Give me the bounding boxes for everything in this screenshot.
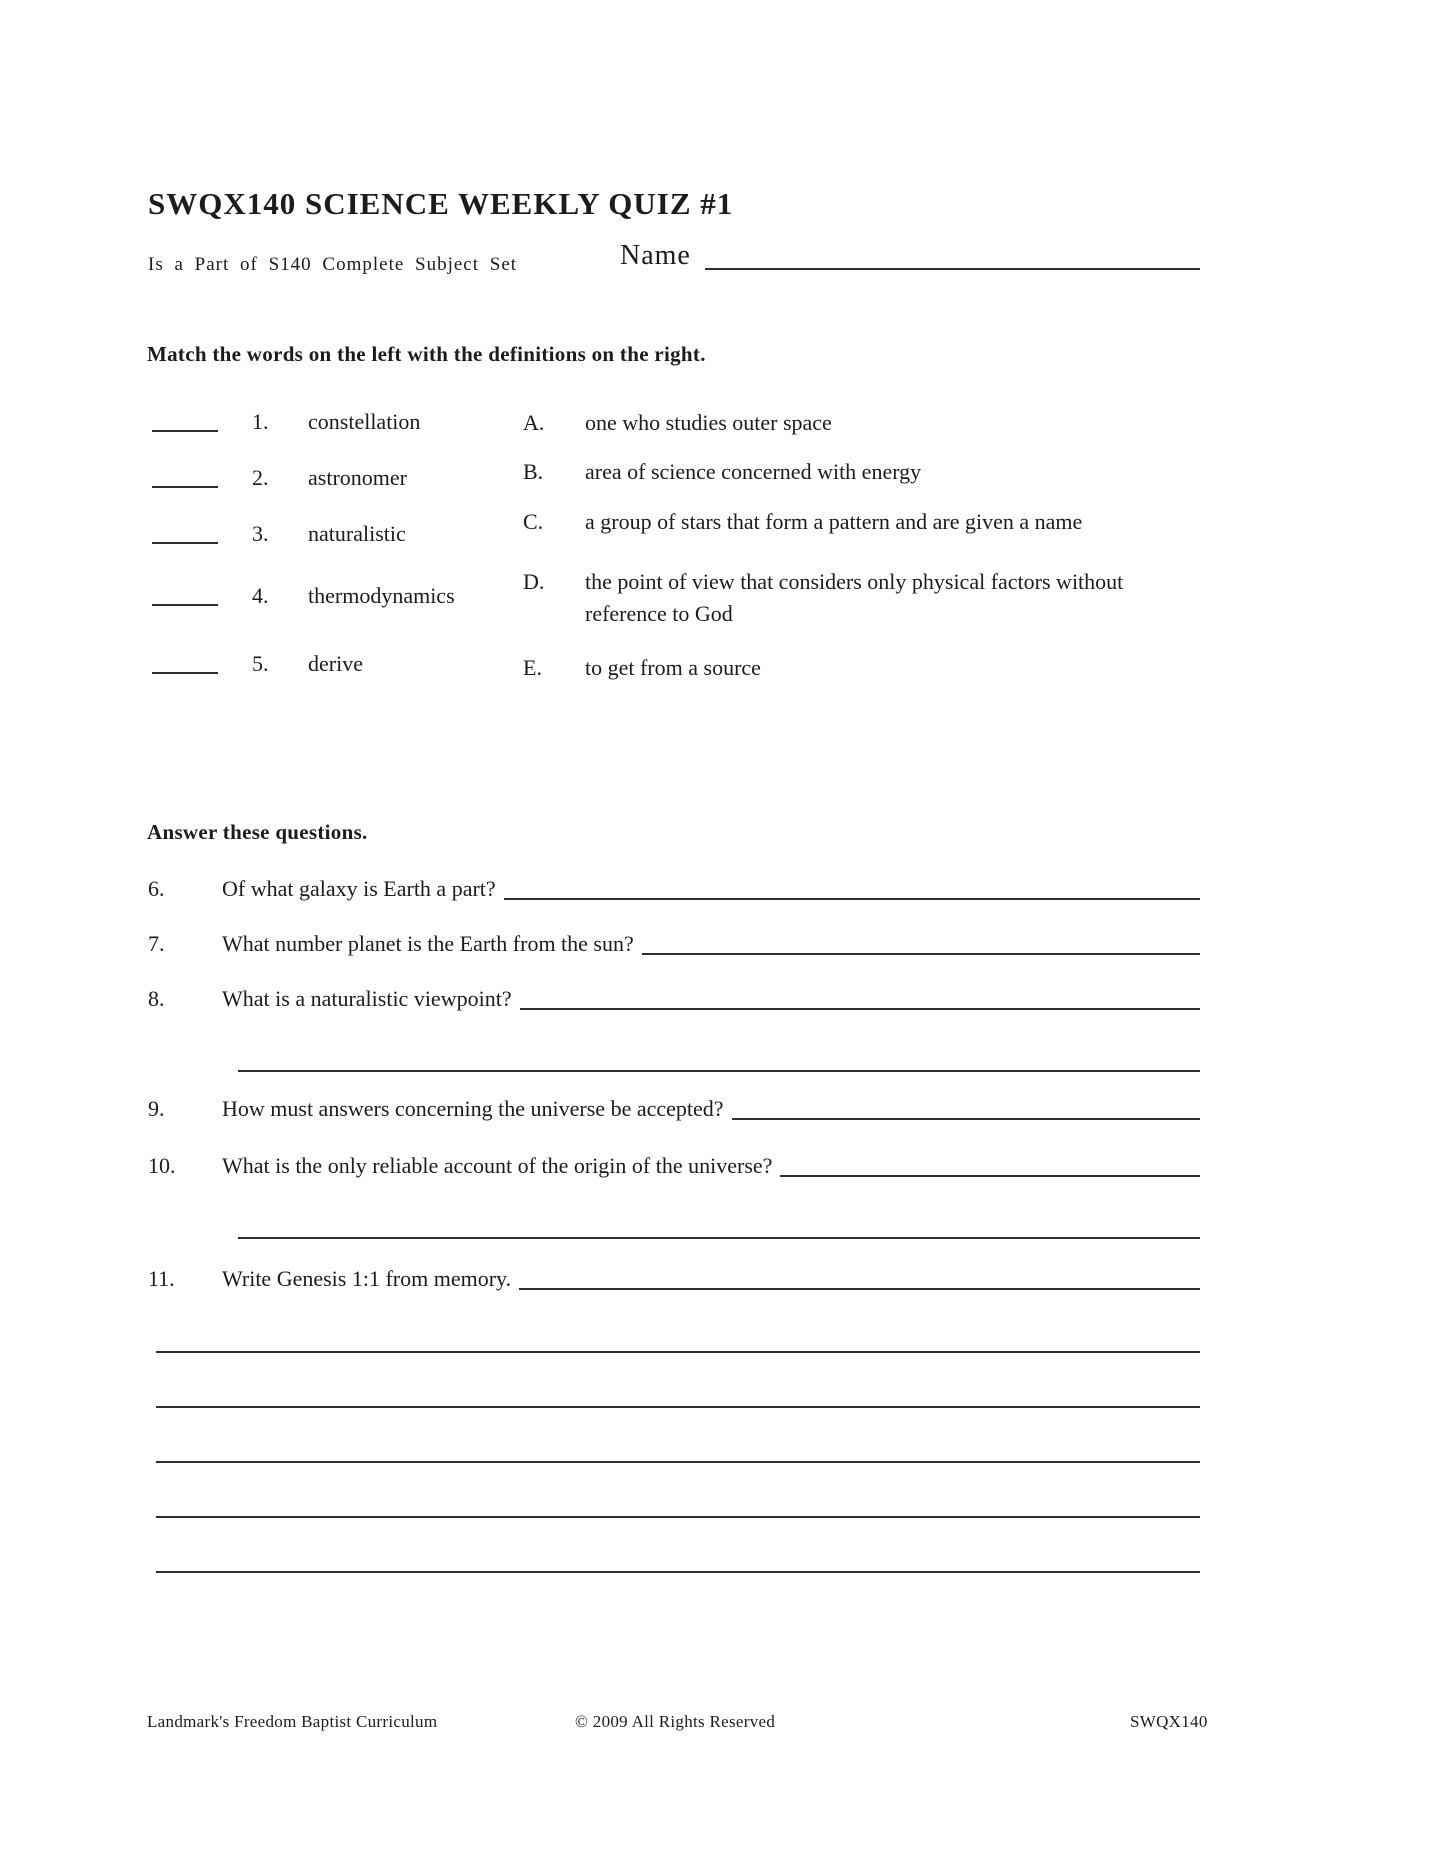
quiz-title: SWQX140 SCIENCE WEEKLY QUIZ #1 <box>148 186 734 221</box>
definition-letter: C. <box>523 509 544 534</box>
question-row-9 <box>148 1096 1200 1122</box>
match-definition-row <box>523 506 1082 538</box>
writing-line-2[interactable] <box>156 1406 1200 1408</box>
definition-letter: D. <box>523 569 545 594</box>
answer-line-q9[interactable] <box>732 1118 1200 1120</box>
question-row-10 <box>148 1153 1200 1179</box>
term-word: naturalistic <box>308 521 406 546</box>
quiz-subtitle: Is a Part of S140 Complete Subject Set <box>148 254 518 275</box>
question-text: What is the only reliable account of the origin of the universe? <box>222 1153 773 1178</box>
name-input-line[interactable] <box>705 268 1200 270</box>
answer-line-q10[interactable] <box>780 1175 1200 1177</box>
question-number: 10. <box>148 1153 176 1178</box>
writing-line-3[interactable] <box>156 1461 1200 1463</box>
term-word: derive <box>308 651 363 676</box>
match-term-row <box>152 521 406 547</box>
term-word: astronomer <box>308 465 407 490</box>
writing-line-5[interactable] <box>156 1571 1200 1573</box>
question-row-7 <box>148 931 1200 957</box>
writing-line-1[interactable] <box>156 1351 1200 1353</box>
question-text: What is a naturalistic viewpoint? <box>222 986 512 1011</box>
match-term-row <box>152 409 420 435</box>
answer-line-q7[interactable] <box>642 953 1200 955</box>
question-number: 8. <box>148 986 165 1011</box>
question-text: Of what galaxy is Earth a part? <box>222 876 496 901</box>
matching-section-heading: Match the words on the left with the definitions on the right. <box>147 342 706 366</box>
name-row <box>620 240 1200 272</box>
definition-letter: A. <box>523 410 545 435</box>
term-number: 4. <box>252 583 269 608</box>
match-term-row <box>152 465 407 491</box>
question-number: 6. <box>148 876 165 901</box>
match-answer-blank-1[interactable] <box>152 430 218 432</box>
definition-letter: E. <box>523 655 542 680</box>
writing-line-4[interactable] <box>156 1516 1200 1518</box>
definition-text: area of science concerned with energy <box>585 459 922 484</box>
question-number: 11. <box>148 1266 175 1291</box>
term-number: 1. <box>252 409 269 434</box>
match-answer-blank-2[interactable] <box>152 486 218 488</box>
match-term-row <box>152 651 363 677</box>
match-definition-row <box>523 407 832 439</box>
match-definition-row <box>523 566 1170 630</box>
question-text: Write Genesis 1:1 from memory. <box>222 1266 512 1291</box>
question-row-6 <box>148 876 1200 902</box>
name-label: Name <box>620 240 691 271</box>
question-row-11 <box>148 1266 1200 1292</box>
question-text: What number planet is the Earth from the sun? <box>222 931 634 956</box>
match-answer-blank-3[interactable] <box>152 542 218 544</box>
match-answer-blank-4[interactable] <box>152 604 218 606</box>
term-word: constellation <box>308 409 421 434</box>
term-number: 3. <box>252 521 269 546</box>
footer-publisher: Landmark's Freedom Baptist Curriculum <box>147 1712 438 1731</box>
answer-line-q8[interactable] <box>520 1008 1200 1010</box>
footer-code: SWQX140 <box>1130 1712 1208 1731</box>
questions-section-heading: Answer these questions. <box>147 820 368 844</box>
match-definition-row <box>523 652 761 684</box>
question-text: How must answers concerning the universe be accepted? <box>222 1096 724 1121</box>
term-number: 5. <box>252 651 269 676</box>
question-row-8 <box>148 986 1200 1012</box>
question-number: 9. <box>148 1096 165 1121</box>
match-definition-row <box>523 456 921 488</box>
term-number: 2. <box>252 465 269 490</box>
answer-line-q11[interactable] <box>519 1288 1200 1290</box>
definition-text: the point of view that considers only physical factors without reference to God <box>585 569 1124 626</box>
match-answer-blank-5[interactable] <box>152 672 218 674</box>
answer-line-q8-continued[interactable] <box>238 1070 1200 1072</box>
definition-text: a group of stars that form a pattern and are given a name <box>585 509 1083 534</box>
answer-line-q10-continued[interactable] <box>238 1237 1200 1239</box>
definition-text: to get from a source <box>585 655 761 680</box>
match-term-row <box>152 583 455 609</box>
answer-line-q6[interactable] <box>504 898 1200 900</box>
question-number: 7. <box>148 931 165 956</box>
definition-text: one who studies outer space <box>585 410 832 435</box>
definition-letter: B. <box>523 459 544 484</box>
footer-copyright: © 2009 All Rights Reserved <box>575 1712 776 1731</box>
term-word: thermodynamics <box>308 583 455 608</box>
